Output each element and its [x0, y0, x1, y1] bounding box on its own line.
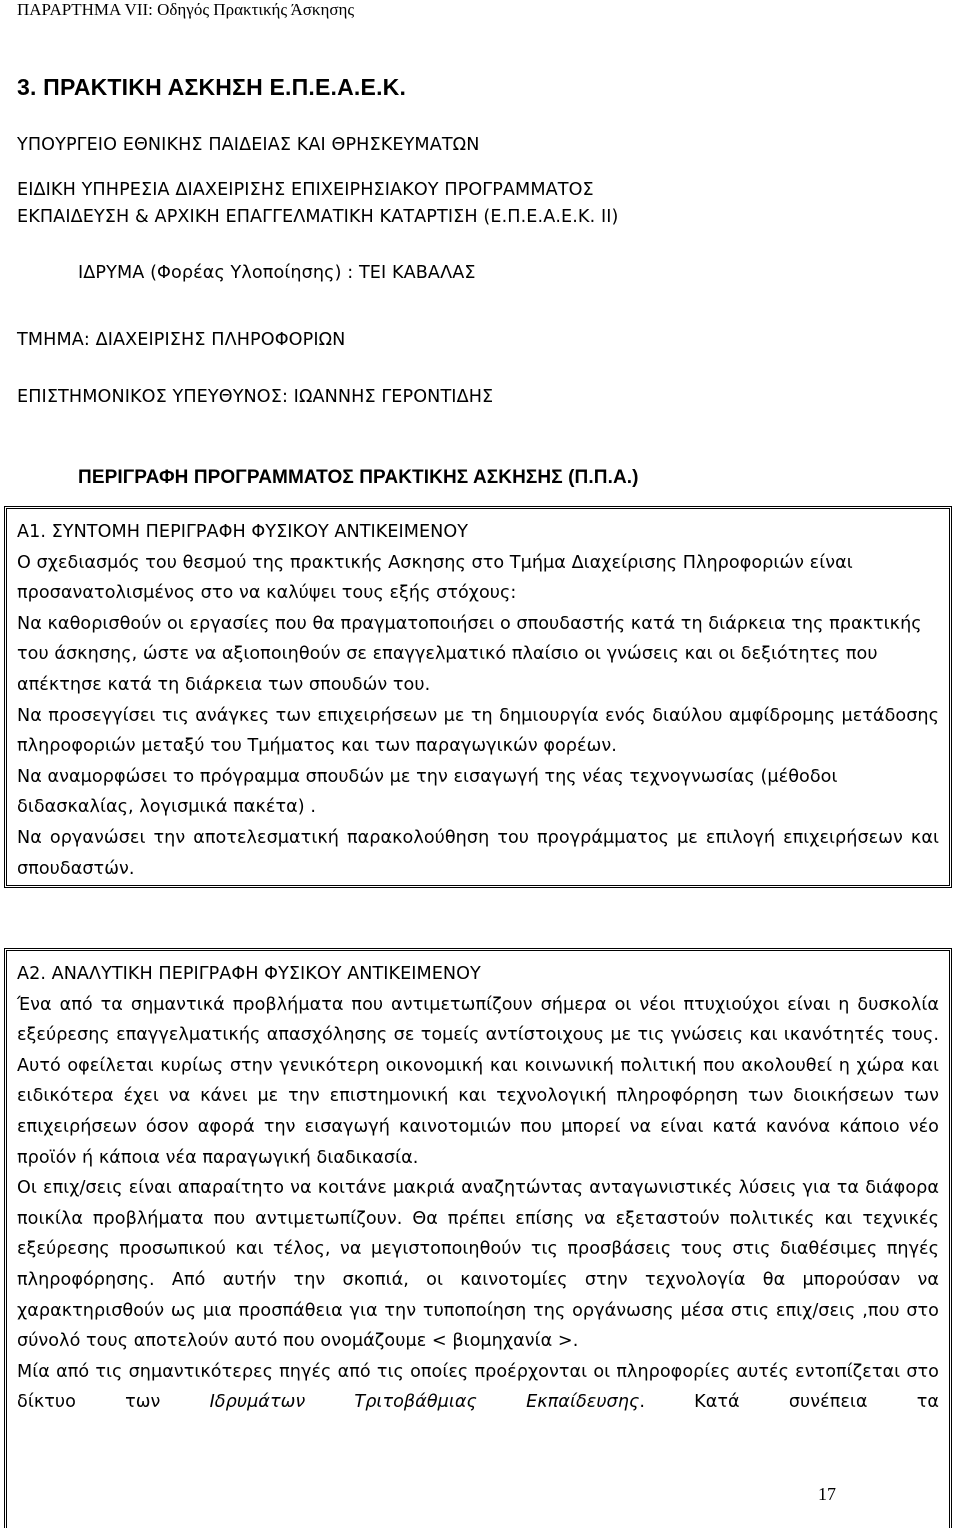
a1-intro: Ο σχεδιασμός του θεσμού της πρακτικής Ασκησης στο Τμήμα Διαχείρισης Πληροφοριών είναι προσανατολισμένος στο να καλύψει τους εξής στόχους: — [17, 552, 853, 604]
department-line: ΤΜΗΜΑ: ΔΙΑΧΕΙΡΙΣΗΣ ΠΛΗΡΟΦΟΡΙΩΝ — [17, 330, 346, 350]
a1-goal: Να καθορισθούν οι εργασίες που θα πραγματοποιήσει ο σπουδαστής κατά τη διάρκεια της πρακτικής του άσκησης, ώστε να αξιοποιηθούν σε επαγγελματικό πλαίσιο οι γνώσεις και οι δεξιότητες που απέκτησε κατά τη διάρκεια των σπουδών του. — [17, 613, 922, 695]
a2-paragraph-text: Μία από τις σημαντικότερες πηγές από τις οποίες προέρχονται οι πληροφορίες αυτές εντοπίζεται στο δίκτυο των — [17, 1361, 939, 1413]
ministry-line: ΥΠΟΥΡΓΕΙΟ ΕΘΝΙΚΗΣ ΠΑΙΔΕΙΑΣ ΚΑΙ ΘΡΗΣΚΕΥΜΑΤΩΝ — [17, 135, 480, 155]
a2-paragraph: Ένα από τα σημαντικά προβλήματα που αντιμετωπίζουν σήμερα οι νέοι πτυχιούχοι είναι η δυσκολία εξεύρεσης επαγγελματικής απασχόλησης σε τομείς αντίστοιχους με τις γνώσεις και ικανότητές τους. Αυτό οφείλεται κυρίως στην γενικότερη οικονομική και κοινωνική πολιτική που ακολουθεί η χώρα και ειδικότερα έχει να κάνει με την επιστημονική και τεχνολογική πληροφόρηση των διοικήσεων των επιχειρήσεων όσον αφορά την εισαγωγή καινοτομιών που μπορεί να είναι κατά κανόνα κάποιο νέο προϊόν ή κάποια νέα παραγωγική διαδικασία. — [17, 994, 939, 1168]
a2-paragraph — [17, 1357, 939, 1418]
a1-goal: Να οργανώσει την αποτελεσματική παρακολούθηση του προγράμματος με επιλογή επιχειρήσεων και σπουδαστών. — [17, 827, 939, 879]
a1-goal: Να προσεγγίσει τις ανάγκες των επιχειρήσεων με τη δημιουργία ενός διαύλου αμφίδρομης μετάδοσης πληροφοριών μεταξύ του Τμήματος και των παραγωγικών φορέων. — [17, 705, 939, 757]
a1-box — [4, 506, 952, 888]
a2-paragraph-emphasis: Ιδρυμάτων Τριτοβάθμιας Εκπαίδευσης — [209, 1392, 640, 1413]
page-number: 17 — [818, 1484, 836, 1504]
a1-heading: Α1. ΣΥΝΤΟΜΗ ΠΕΡΙΓΡΑΦΗ ΦΥΣΙΚΟΥ ΑΝΤΙΚΕΙΜΕΝΟΥ — [17, 522, 469, 542]
program-line-2: ΕΚΠΑΙΔΕΥΣΗ & ΑΡΧΙΚΗ ΕΠΑΓΓΕΛΜΑΤΙΚΗ ΚΑΤΑΡΤΙΣΗ (Ε.Π.Ε.Α.Ε.Κ. ΙΙ) — [17, 207, 619, 227]
scientific-responsible-line: ΕΠΙΣΤΗΜΟΝΙΚΟΣ ΥΠΕΥΘΥΝΟΣ: ΙΩΑΝΝΗΣ ΓΕΡΟΝΤΙΔΗΣ — [17, 387, 494, 407]
a1-goal: Να αναμορφώσει το πρόγραμμα σπουδών με την εισαγωγή της νέας τεχνογνωσίας (μέθοδοι διδασκαλίας, λογισμικά πακέτα) . — [17, 766, 838, 818]
program-description-title: ΠΕΡΙΓΡΑΦΗ ΠΡΟΓΡΑΜΜΑΤΟΣ ΠΡΑΚΤΙΚΗΣ ΑΣΚΗΣΗΣ (Π.Π.Α.) — [78, 467, 639, 488]
running-header: ΠΑΡΑΡΤΗΜΑ VII: Οδηγός Πρακτικής Άσκησης — [17, 0, 355, 19]
institution-line: ΙΔΡΥΜΑ (Φορέας Υλοποίησης) : ΤΕΙ ΚΑΒΑΛΑΣ — [78, 263, 476, 283]
program-line-1: ΕΙΔΙΚΗ ΥΠΗΡΕΣΙΑ ΔΙΑΧΕΙΡΙΣΗΣ ΕΠΙΧΕΙΡΗΣΙΑΚΟΥ ΠΡΟΓΡΑΜΜΑΤΟΣ — [17, 180, 594, 200]
a2-paragraph-text: . Κατά συνέπεια τα — [639, 1392, 939, 1413]
a2-heading: Α2. ΑΝΑΛΥΤΙΚΗ ΠΕΡΙΓΡΑΦΗ ΦΥΣΙΚΟΥ ΑΝΤΙΚΕΙΜΕΝΟΥ — [17, 964, 481, 984]
a2-paragraph: Οι επιχ/σεις είναι απαραίτητο να κοιτάνε μακριά αναζητώντας ανταγωνιστικές λύσεις για τα διάφορα ποικίλα προβλήματα που αντιμετωπίζουν. Θα πρέπει επίσης να εξεταστούν πολιτικές και τεχνικές εξεύρεσης προσωπικού και τέλος, να μεγιστοποιηθούν τις προσβάσεις τους στις διαθέσιμες πηγές πληροφόρησης. Από αυτήν την σκοπιά, οι καινοτομίες στην τεχνολογία θα μπορούσαν να χαρακτηρισθούν ως μια προσπάθεια για την τυποποίηση της οργάνωσης μέσα στις επιχ/σεις ,που στο σύνολό τους αποτελούν αυτό που ονομάζουμε < βιομηχανία >. — [17, 1178, 939, 1352]
a2-box — [4, 948, 952, 1528]
section-title: 3. ΠΡΑΚΤΙΚΗ ΑΣΚΗΣΗ Ε.Π.Ε.Α.Ε.Κ. — [17, 74, 407, 100]
